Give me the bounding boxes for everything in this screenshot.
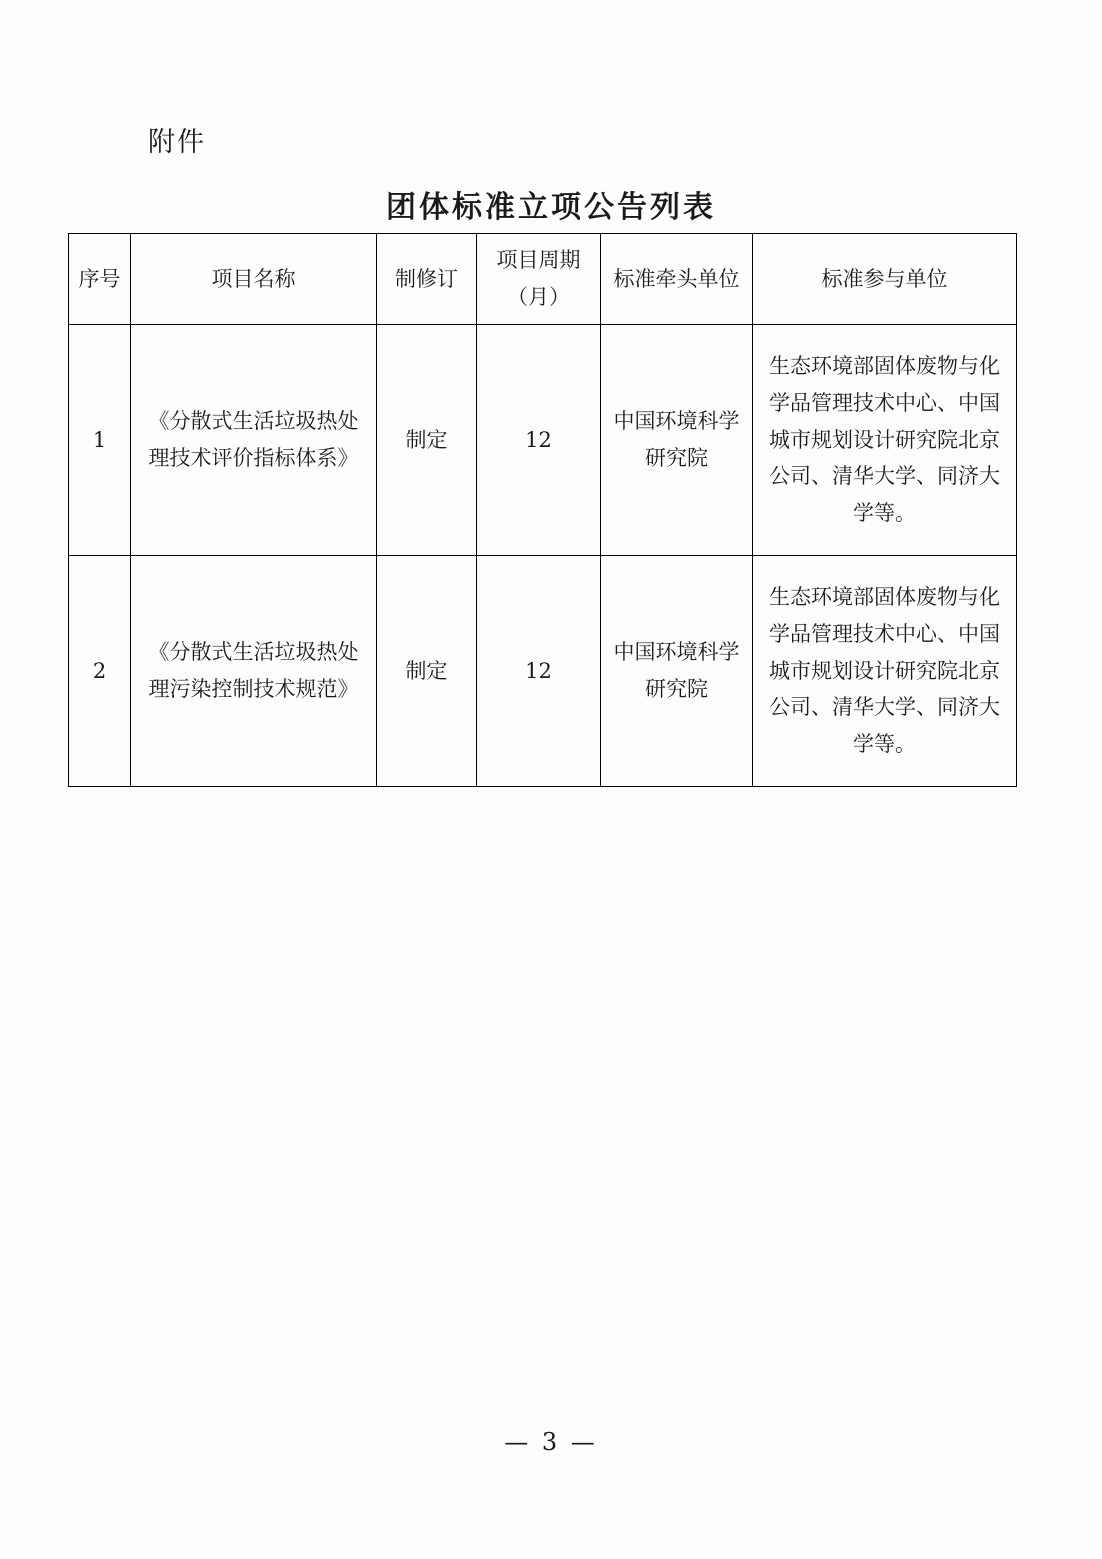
table-header-row — [69, 234, 1017, 325]
cell-type: 制定 — [377, 556, 477, 787]
cell-no: 2 — [69, 556, 131, 787]
header-cell-no: 序号 — [69, 234, 131, 325]
cell-period: 12 — [477, 325, 601, 556]
table-row — [69, 325, 1017, 556]
cell-participant-units: 生态环境部固体废物与化学品管理技术中心、中国城市规划设计研究院北京公司、清华大学、同济大学等。 — [753, 325, 1017, 556]
page-number-footer: — 3 — — [504, 1428, 598, 1456]
cell-project-name: 《分散式生活垃圾热处理技术评价指标体系》 — [131, 325, 377, 556]
page-title: 团体标准立项公告列表 — [386, 190, 716, 225]
cell-lead-unit: 中国环境科学研究院 — [601, 325, 753, 556]
cell-lead-unit: 中国环境科学研究院 — [601, 556, 753, 787]
header-cell-participants: 标准参与单位 — [753, 234, 1017, 325]
cell-participant-units: 生态环境部固体废物与化学品管理技术中心、中国城市规划设计研究院北京公司、清华大学、同济大学等。 — [753, 556, 1017, 787]
header-cell-type: 制修订 — [377, 234, 477, 325]
cell-no: 1 — [69, 325, 131, 556]
cell-project-name: 《分散式生活垃圾热处理污染控制技术规范》 — [131, 556, 377, 787]
attachment-label: 附件 — [148, 127, 206, 158]
header-cell-name: 项目名称 — [131, 234, 377, 325]
header-cell-period — [477, 234, 601, 325]
standards-announcement-table — [68, 233, 1017, 787]
cell-period: 12 — [477, 556, 601, 787]
header-cell-period-line2: （月） — [507, 285, 570, 309]
header-cell-lead: 标准牵头单位 — [601, 234, 753, 325]
header-cell-period-line1: 项目周期 — [496, 248, 581, 273]
table-row — [69, 556, 1017, 787]
cell-type: 制定 — [377, 325, 477, 556]
